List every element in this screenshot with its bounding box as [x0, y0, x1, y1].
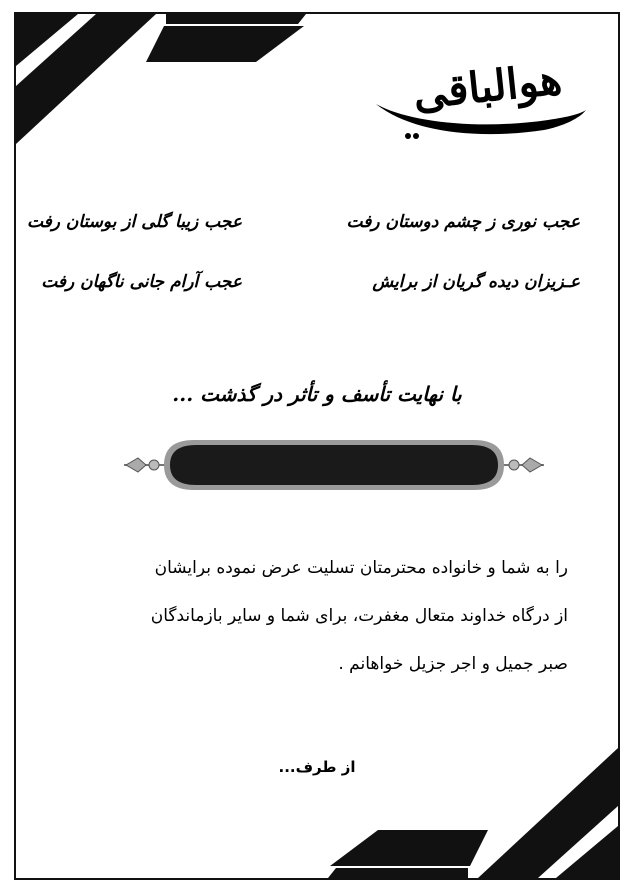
- message-line-2: از درگاه خداوند متعال مغفرت، برای شما و سایر بازماندگان: [150, 606, 568, 626]
- poem-line-2-left: عجب آرام جانی ناگهان رفت: [41, 272, 242, 292]
- condolence-card: [14, 12, 620, 880]
- announcement-subtitle: با نهایت تأسف و تأثر در گذشت ...: [172, 382, 462, 406]
- heading-title: هوالباقی: [410, 54, 565, 119]
- top-left-mourning-ribbon: [16, 14, 336, 154]
- poem-line-1-left: عجب زیبا گلی از بوستان رفت: [26, 212, 242, 232]
- heading-calligraphy: [368, 44, 598, 144]
- ornamental-name-banner: [124, 434, 544, 496]
- poem-line-1-right: عجب نوری ز چشم دوستان رفت: [346, 212, 580, 232]
- message-line-3: صبر جمیل و اجر جزیل خواهانم .: [338, 654, 568, 674]
- poem-line-2-right: عـزیزان دیده گریان از برایش: [372, 272, 580, 292]
- sender-label: از طرف...: [278, 758, 356, 776]
- condolence-message: [66, 544, 568, 688]
- message-line-1: را به شما و خانواده محترمتان تسلیت عرض نموده برایشان: [154, 558, 568, 578]
